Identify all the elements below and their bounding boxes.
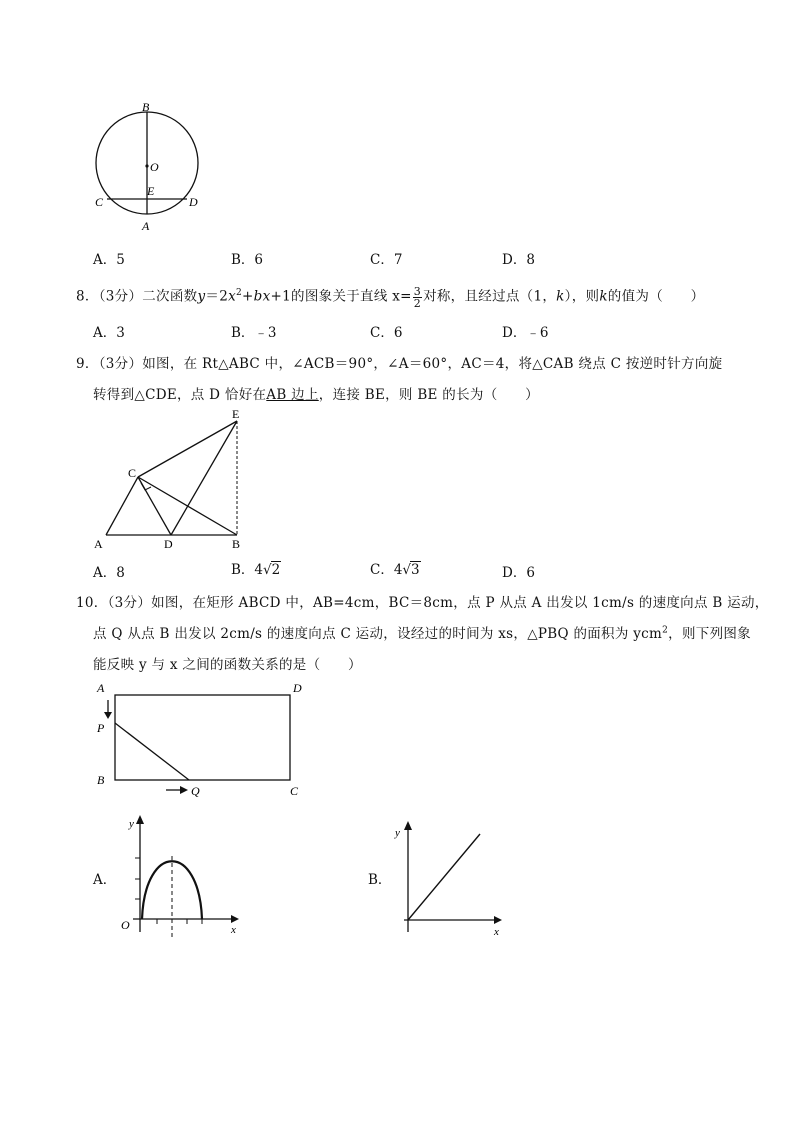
q9-line2-pre: 转得到△CDE，点 D 恰好在 xyxy=(93,387,267,403)
origin-label: O xyxy=(121,918,130,932)
q10-line1: （3分）如图，在矩形 ABCD 中，AB=4cm，BC＝8cm，点 P 从点 A 出发以 1cm/s 的速度向点 B 运动， xyxy=(107,595,769,611)
axis-label-x: x xyxy=(494,926,499,938)
radical-sign: √ xyxy=(263,562,272,578)
q7-option-a[interactable]: A．5 xyxy=(93,252,125,268)
q8-option-a[interactable]: A．3 xyxy=(93,325,125,341)
q9-option-b-radicand: 2 xyxy=(271,562,281,578)
label-e: E xyxy=(147,184,155,198)
label-q: Q xyxy=(191,784,200,798)
q10-stem-line2 xyxy=(93,622,751,642)
q9-line2-underlined: AB 边上 xyxy=(266,387,319,403)
center-dot xyxy=(145,164,148,167)
y-axis-arrow xyxy=(136,815,144,824)
rectangle-abcd xyxy=(115,695,290,780)
q9-option-c-coef: C．4 xyxy=(370,562,403,578)
label-b: B xyxy=(142,100,150,114)
label-c: C xyxy=(290,784,299,798)
q9-line2-post: ，连接 BE，则 BE 的长为（ ） xyxy=(318,387,539,403)
q8-k: k xyxy=(556,288,565,305)
q8-text-post: 对称，且经过点（1， xyxy=(423,288,557,305)
q10-stem-line3: 能反映 y 与 x 之间的函数关系的是（ ） xyxy=(93,657,362,673)
segment-ce xyxy=(138,421,237,477)
label-d: D xyxy=(189,195,198,209)
segment-ac xyxy=(106,477,138,535)
segment-de xyxy=(171,421,237,535)
q8-plus: + xyxy=(242,288,254,305)
linear-graph-line xyxy=(408,834,480,920)
q8-number: 8． xyxy=(76,288,99,305)
axis-label-y: y xyxy=(395,827,400,839)
label-d: D xyxy=(293,681,302,695)
q10-rectangle-figure xyxy=(90,678,310,803)
label-a: A xyxy=(97,681,105,695)
q10-stem-line1 xyxy=(76,591,769,611)
q8-text-pre: 二次函数 xyxy=(142,288,198,305)
q10-option-a-graph[interactable] xyxy=(115,812,245,940)
label-a: A xyxy=(94,537,103,550)
q9-stem-line2 xyxy=(93,383,539,403)
q9-stem-line1 xyxy=(76,352,722,372)
label-o: O xyxy=(150,160,159,174)
axis-label-y: y xyxy=(129,818,134,830)
x-axis-arrow xyxy=(231,915,239,923)
label-a: A xyxy=(142,219,150,233)
q8-text-mid: 的图象关于直线 x= xyxy=(291,288,412,305)
label-e: E xyxy=(232,407,240,421)
q10-option-a-label[interactable]: A． xyxy=(93,872,117,888)
q8-eq: ＝2 xyxy=(205,288,229,305)
label-c: C xyxy=(95,195,104,209)
q9-line1: （3分）如图，在 Rt△ABC 中，∠ACB＝90°，∠A＝60°，AC＝4，将△CAB 绕点 C 按逆时针方向旋 xyxy=(98,356,723,372)
label-c: C xyxy=(128,466,137,480)
q7-option-d[interactable]: D．8 xyxy=(502,252,535,268)
q10-option-b-graph[interactable] xyxy=(388,818,510,938)
q8-bx: bx xyxy=(253,288,271,305)
q8-sup: 2 xyxy=(236,288,243,298)
q9-option-d[interactable]: D．6 xyxy=(502,565,535,581)
q8-fraction xyxy=(413,286,422,309)
q10-line2-sup: 2 xyxy=(662,625,669,636)
q9-option-c[interactable] xyxy=(370,558,421,578)
q7-circle-figure xyxy=(88,100,218,235)
x-axis-arrow xyxy=(494,916,502,924)
q10-line2-pre: 点 Q 从点 B 出发以 2cm/s 的速度向点 C 运动，设经过的时间为 xs，△PBQ 的面积为 ycm xyxy=(93,626,663,642)
q8-option-d[interactable]: D．﹣6 xyxy=(502,325,549,341)
q8-text-tail: 的值为（ ） xyxy=(607,288,705,305)
q9-number: 9． xyxy=(76,356,99,372)
q9-option-a[interactable]: A．8 xyxy=(93,565,125,581)
label-b: B xyxy=(232,537,241,550)
q7-option-b[interactable]: B．6 xyxy=(231,252,264,268)
q8-stem xyxy=(76,281,704,309)
label-d: D xyxy=(164,537,173,550)
q8-y: y xyxy=(197,288,206,305)
q10-line2-post: ，则下列图象 xyxy=(668,626,751,642)
arrow-right-head xyxy=(180,786,188,794)
q8-k2: k xyxy=(599,288,608,305)
q8-score: （3分） xyxy=(98,288,143,305)
q8-frac-num: 3 xyxy=(413,284,422,298)
segment-pq xyxy=(115,723,189,780)
q8-option-b[interactable]: B．﹣3 xyxy=(231,325,277,341)
radical-sign: √ xyxy=(402,562,412,578)
axis-label-x: x xyxy=(231,924,236,936)
q8-option-c[interactable]: C．6 xyxy=(370,325,403,341)
arrow-down-head xyxy=(104,712,112,719)
y-axis-arrow xyxy=(404,821,412,830)
parabola-curve xyxy=(142,861,202,919)
q8-x: x xyxy=(228,288,237,305)
q9-option-b-coef: B．4 xyxy=(231,562,264,578)
label-b: B xyxy=(97,773,105,787)
q9-option-c-radicand: 3 xyxy=(411,562,420,578)
q9-option-b[interactable] xyxy=(231,558,281,578)
q10-number: 10． xyxy=(76,595,108,611)
q8-plus1: +1 xyxy=(270,288,292,305)
q7-option-c[interactable]: C．7 xyxy=(370,252,403,268)
label-p: P xyxy=(97,721,105,735)
q8-text-end: ），则 xyxy=(564,288,600,305)
q8-frac-den: 2 xyxy=(413,296,422,310)
q9-triangle-figure xyxy=(90,405,250,550)
q10-option-b-label[interactable]: B． xyxy=(368,872,392,888)
